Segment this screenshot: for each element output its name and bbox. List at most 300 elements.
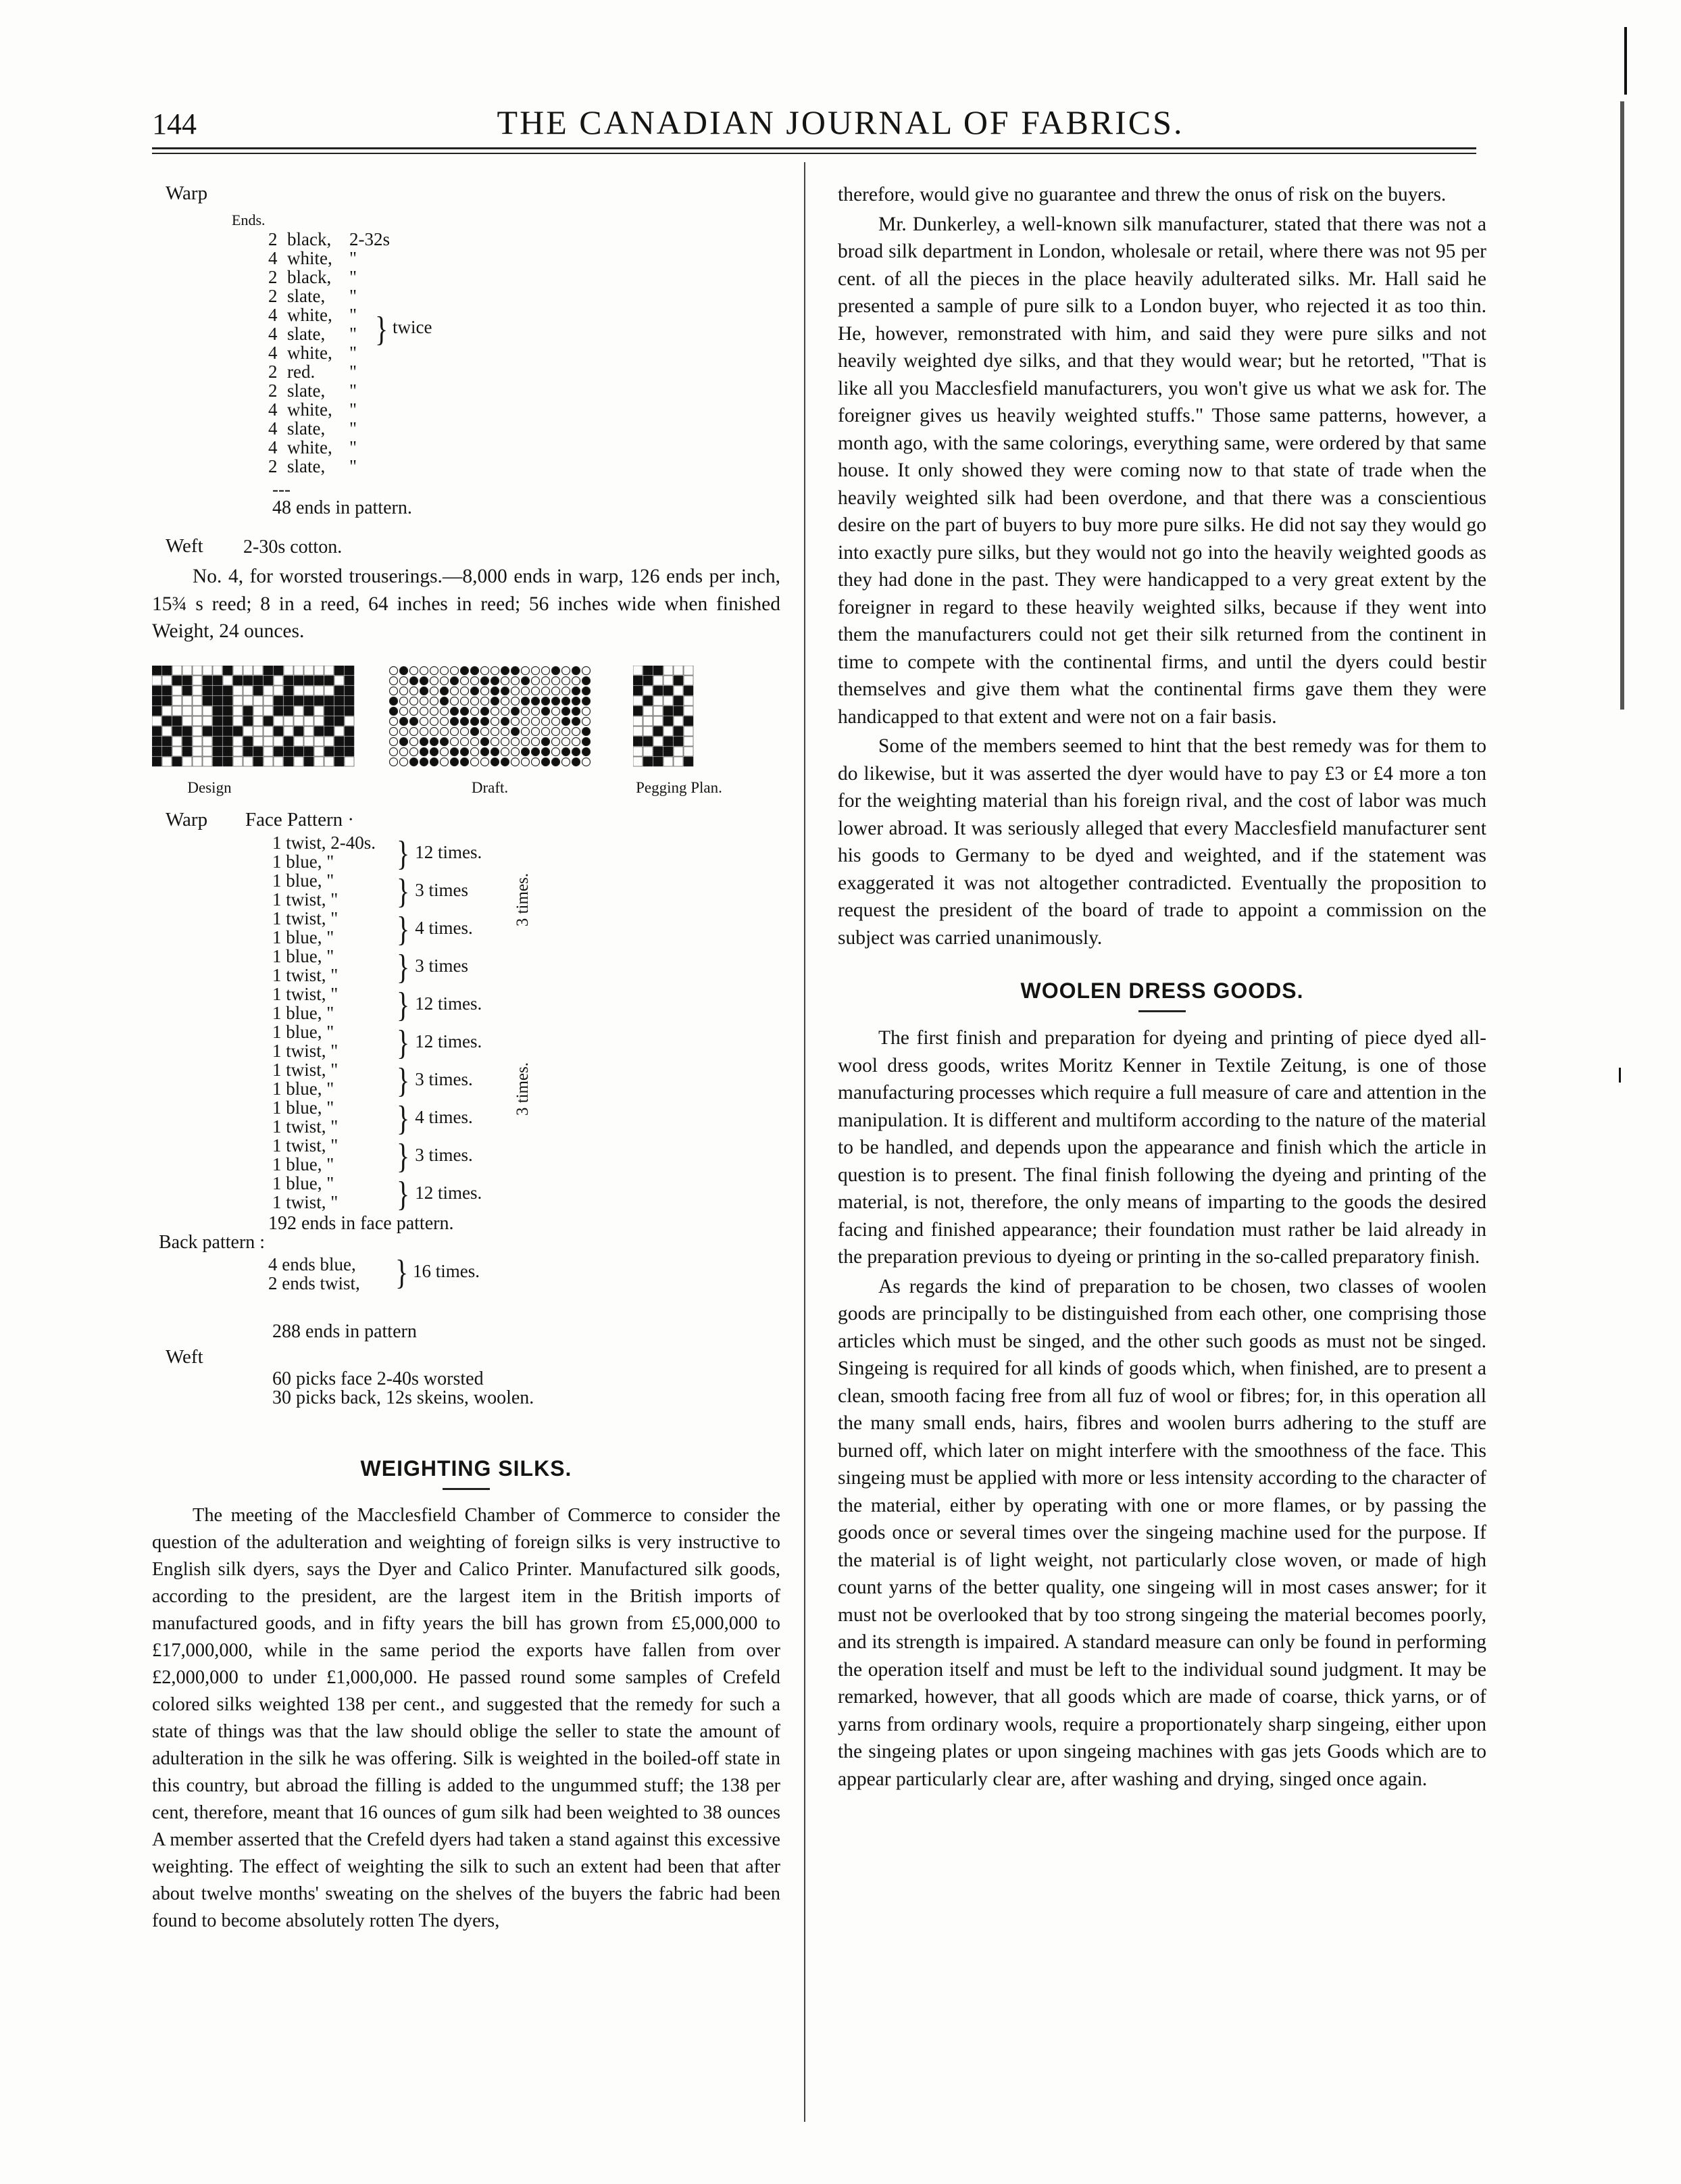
- design-cell: [223, 676, 232, 685]
- draft-cell: [451, 687, 459, 695]
- peg-cell: [684, 747, 693, 756]
- face-pattern-row: 1 blue, ": [272, 870, 334, 891]
- design-cell: [274, 737, 283, 746]
- design-cell: [193, 747, 202, 756]
- design-cell: [314, 666, 324, 675]
- design-cell: [223, 686, 232, 695]
- draft-cell: [501, 747, 509, 755]
- design-cell: [233, 666, 243, 675]
- peg-cell: [643, 716, 653, 726]
- peg-cell: [653, 666, 663, 675]
- brace-icon: }: [397, 985, 410, 1024]
- design-cell: [345, 676, 354, 685]
- peg-cell: [643, 696, 653, 705]
- end-yarn: 2-32s: [349, 229, 390, 249]
- face-pattern-list: [272, 833, 376, 1212]
- design-cell: [345, 686, 354, 695]
- design-cell: [324, 747, 334, 756]
- warp-end-row: [268, 343, 390, 362]
- design-cell: [243, 676, 253, 685]
- draft-cell: [511, 758, 520, 766]
- design-cell: [213, 696, 222, 705]
- design-cell: [334, 676, 344, 685]
- draft-cell: [532, 717, 540, 725]
- warp-end-row: [268, 400, 390, 419]
- weighting-heading: WEIGHTING SILKS.: [360, 1456, 572, 1481]
- draft-cell: [471, 707, 479, 715]
- design-cell: [294, 757, 303, 766]
- draft-cell: [522, 666, 530, 674]
- draft-cell: [471, 737, 479, 745]
- draft-cell: [420, 687, 428, 695]
- brace-icon: }: [397, 871, 410, 911]
- design-cell: [223, 737, 232, 746]
- draft-cell: [390, 717, 398, 725]
- design-cell: [304, 726, 313, 736]
- design-cell: [314, 747, 324, 756]
- end-yarn: ": [349, 456, 357, 476]
- peg-cell: [643, 757, 653, 766]
- peg-cell: [684, 737, 693, 746]
- design-cell: [193, 686, 202, 695]
- draft-cell: [481, 727, 489, 735]
- draft-cell: [562, 747, 570, 755]
- draft-cell: [522, 717, 530, 725]
- design-cell: [152, 706, 161, 716]
- page-number: 144: [152, 107, 197, 141]
- warp-end-row: [268, 438, 390, 457]
- face-pattern-row: 1 twist, ": [272, 889, 338, 910]
- warp-ends-list: [268, 230, 390, 476]
- design-cell: [243, 706, 253, 716]
- peg-cell: [674, 747, 683, 756]
- end-color: white,: [287, 248, 332, 268]
- design-cell: [162, 706, 172, 716]
- peg-cell: [633, 747, 643, 756]
- design-cell: [233, 706, 243, 716]
- peg-cell: [633, 726, 643, 736]
- peg-cell: [633, 737, 643, 746]
- draft-cell: [552, 737, 560, 745]
- draft-cell: [491, 707, 499, 715]
- design-cell: [304, 676, 313, 685]
- design-cell: [223, 747, 232, 756]
- draft-cell: [532, 727, 540, 735]
- peg-cell: [674, 666, 683, 675]
- draft-cell: [471, 727, 479, 735]
- design-cell: [274, 666, 283, 675]
- design-cell: [182, 686, 192, 695]
- draft-cell: [511, 747, 520, 755]
- draft-cell: [430, 687, 438, 695]
- draft-grid: [388, 666, 591, 774]
- brace-icon: }: [397, 1136, 410, 1176]
- draft-cell: [582, 666, 591, 674]
- draft-cell: [400, 676, 408, 685]
- weft-row: 30 picks back, 12s skeins, woolen.: [272, 1387, 534, 1408]
- design-cell: [213, 716, 222, 726]
- column-divider: [804, 162, 805, 2122]
- heading-rule: [1138, 1010, 1186, 1012]
- end-color: white,: [287, 437, 332, 457]
- brace-icon: }: [397, 1022, 410, 1062]
- back-pattern-list: [268, 1255, 360, 1293]
- pegging-plan-grid: [633, 666, 701, 774]
- draft-cell: [390, 666, 398, 674]
- design-cell: [172, 747, 182, 756]
- repeat-group: [397, 985, 482, 1022]
- peg-cell: [684, 666, 693, 675]
- face-pattern-row: 1 blue, ": [272, 1153, 334, 1174]
- draft-cell: [441, 697, 449, 705]
- design-cell: [345, 706, 354, 716]
- draft-cell: [532, 758, 540, 766]
- peg-cell: [653, 696, 663, 705]
- draft-cell: [410, 697, 418, 705]
- draft-cell: [441, 727, 449, 735]
- end-count: 4: [268, 248, 278, 268]
- draft-cell: [501, 676, 509, 685]
- end-yarn: ": [349, 362, 357, 382]
- design-cell: [264, 696, 273, 705]
- design-cell: [203, 726, 212, 736]
- design-cell: [182, 747, 192, 756]
- design-cell: [243, 666, 253, 675]
- draft-cell: [410, 727, 418, 735]
- draft-cell: [420, 676, 428, 685]
- design-cell: [264, 747, 273, 756]
- draft-cell: [542, 697, 550, 705]
- design-cell: [284, 716, 293, 726]
- design-cell: [334, 726, 344, 736]
- design-cell: [253, 757, 263, 766]
- ends-label: Ends.: [232, 212, 266, 228]
- end-count: 4: [268, 324, 278, 344]
- draft-cell: [461, 676, 469, 685]
- draft-cell: [400, 747, 408, 755]
- weft-label: Weft: [166, 535, 203, 557]
- draft-cell: [572, 707, 580, 715]
- draft-cell: [552, 727, 560, 735]
- design-cell: [182, 696, 192, 705]
- draft-cell: [451, 666, 459, 674]
- draft-cell: [441, 737, 449, 745]
- design-cell: [172, 676, 182, 685]
- draft-cell: [491, 666, 499, 674]
- draft-cell: [522, 727, 530, 735]
- draft-cell: [451, 758, 459, 766]
- weave-figures: [152, 666, 780, 801]
- design-cell: [253, 666, 263, 675]
- weft-value: 2-30s cotton.: [243, 537, 343, 557]
- draft-cell: [430, 697, 438, 705]
- peg-cell: [663, 676, 673, 685]
- weft-label-2: Weft: [166, 1345, 203, 1368]
- design-cell: [182, 726, 192, 736]
- design-cell: [345, 696, 354, 705]
- design-cell: [182, 666, 192, 675]
- design-cell: [172, 666, 182, 675]
- draft-cell: [532, 676, 540, 685]
- design-cell: [324, 686, 334, 695]
- end-yarn: ": [349, 305, 357, 325]
- design-cell: [253, 686, 263, 695]
- design-cell: [223, 696, 232, 705]
- design-cell: [213, 666, 222, 675]
- draft-cell: [552, 666, 560, 674]
- design-cell: [314, 706, 324, 716]
- draft-cell: [522, 707, 530, 715]
- peg-cell: [674, 737, 683, 746]
- design-cell: [324, 706, 334, 716]
- design-cell: [243, 686, 253, 695]
- design-cell: [193, 666, 202, 675]
- peg-cell: [674, 706, 683, 716]
- design-cell: [253, 676, 263, 685]
- peg-cell: [663, 696, 673, 705]
- design-cell: [284, 686, 293, 695]
- peg-cell: [684, 676, 693, 685]
- design-cell: [203, 747, 212, 756]
- peg-cell: [633, 706, 643, 716]
- peg-cell: [663, 706, 673, 716]
- weighting-paragraph-2: therefore, would give no guarantee and threw the onus of risk on the buyers.: [838, 184, 1447, 205]
- design-cell: [253, 716, 263, 726]
- design-cell: [304, 666, 313, 675]
- outer-times-2: 3 times.: [513, 1062, 532, 1116]
- draft-cell: [491, 717, 499, 725]
- repeat-count: 3 times: [415, 955, 468, 976]
- draft-cell: [491, 687, 499, 695]
- design-grid: [152, 666, 355, 774]
- end-color: red.: [287, 362, 316, 382]
- scan-mark: [1620, 101, 1624, 710]
- end-yarn: ": [349, 286, 357, 306]
- draft-cell: [451, 717, 459, 725]
- design-cell: [233, 676, 243, 685]
- draft-cell: [400, 758, 408, 766]
- draft-cell: [491, 697, 499, 705]
- draft-cell: [430, 717, 438, 725]
- end-color: slate,: [287, 456, 326, 476]
- draft-cell: [582, 737, 591, 745]
- draft-cell: [542, 666, 550, 674]
- draft-cell: [400, 666, 408, 674]
- design-cell: [284, 676, 293, 685]
- design-cell: [345, 666, 354, 675]
- repeat-count: 3 times.: [415, 1068, 473, 1089]
- peg-cell: [643, 726, 653, 736]
- draft-cell: [572, 747, 580, 755]
- draft-cell: [410, 687, 418, 695]
- repeat-count: 12 times.: [415, 1031, 482, 1051]
- peg-cell: [663, 737, 673, 746]
- back-times-group: [395, 1252, 480, 1292]
- face-pattern-label: Face Pattern ·: [245, 808, 355, 830]
- draft-cell: [420, 737, 428, 745]
- draft-cell: [562, 697, 570, 705]
- draft-cell: [582, 727, 591, 735]
- header-rule-lower: [152, 153, 1476, 154]
- end-yarn: ": [349, 418, 357, 439]
- peg-cell: [633, 696, 643, 705]
- draft-cell: [522, 697, 530, 705]
- draft-cell: [562, 687, 570, 695]
- design-cell: [162, 726, 172, 736]
- draft-cell: [522, 687, 530, 695]
- design-cell: [152, 726, 161, 736]
- draft-cell: [420, 727, 428, 735]
- back-pattern-label: Back pattern :: [159, 1231, 266, 1253]
- draft-cell: [572, 687, 580, 695]
- design-cell: [162, 696, 172, 705]
- draft-cell: [390, 727, 398, 735]
- warp-end-row: [268, 419, 390, 438]
- face-pattern-row: 1 blue, ": [272, 851, 334, 872]
- draft-cell: [400, 727, 408, 735]
- design-cell: [223, 757, 232, 766]
- draft-cell: [582, 687, 591, 695]
- design-cell: [284, 706, 293, 716]
- draft-cell: [420, 707, 428, 715]
- peg-cell: [643, 666, 653, 675]
- brace-icon: }: [397, 909, 410, 949]
- end-count: 4: [268, 418, 278, 439]
- design-cell: [172, 686, 182, 695]
- design-cell: [264, 757, 273, 766]
- draft-cell: [471, 666, 479, 674]
- draft-cell: [532, 747, 540, 755]
- design-cell: [274, 696, 283, 705]
- design-cell: [213, 737, 222, 746]
- design-cell: [193, 676, 202, 685]
- peg-cell: [684, 716, 693, 726]
- design-cell: [233, 726, 243, 736]
- design-cell: [284, 696, 293, 705]
- design-cell: [314, 696, 324, 705]
- peg-cell: [653, 686, 663, 695]
- draft-cell: [501, 758, 509, 766]
- design-cell: [213, 757, 222, 766]
- design-cell: [264, 737, 273, 746]
- draft-cell: [390, 707, 398, 715]
- repeat-group: [397, 1022, 482, 1060]
- peg-cell: [643, 676, 653, 685]
- warp-end-row: [268, 287, 390, 305]
- draft-cell: [471, 676, 479, 685]
- design-cell: [304, 757, 313, 766]
- draft-cell: [491, 737, 499, 745]
- draft-cell: [562, 737, 570, 745]
- trousering-paragraph: No. 4, for worsted trouserings.—8,000 ends in warp, 126 ends per inch, 15¾ s reed; 8 in a reed, 64 inches in reed; 56 inches wide when finished Weight, 24 ounces.: [152, 566, 780, 642]
- design-cell: [334, 747, 344, 756]
- design-cell: [182, 706, 192, 716]
- repeat-group: [397, 947, 482, 985]
- design-cell: [172, 737, 182, 746]
- draft-cell: [511, 687, 520, 695]
- peg-cell: [633, 716, 643, 726]
- end-count: 4: [268, 399, 278, 420]
- peg-cell: [653, 716, 663, 726]
- peg-cell: [643, 737, 653, 746]
- end-yarn: ": [349, 399, 357, 420]
- design-cell: [304, 737, 313, 746]
- draft-cell: [410, 707, 418, 715]
- design-cell: [274, 686, 283, 695]
- outer-times-1: 3 times.: [513, 872, 532, 926]
- end-yarn: ": [349, 324, 357, 344]
- face-pattern-row: 1 blue, ": [272, 1172, 334, 1193]
- design-cell: [223, 716, 232, 726]
- peg-cell: [643, 686, 653, 695]
- back-row: 2 ends twist,: [268, 1272, 360, 1293]
- design-cell: [334, 737, 344, 746]
- design-cell: [264, 716, 273, 726]
- design-cell: [213, 747, 222, 756]
- twice-group: [375, 308, 432, 349]
- design-cell: [284, 666, 293, 675]
- warp-end-row: [268, 362, 390, 381]
- design-cell: [182, 676, 192, 685]
- design-cell: [193, 706, 202, 716]
- repeat-group: [397, 1136, 482, 1174]
- pegging-caption: Pegging Plan.: [636, 778, 722, 796]
- end-color: black,: [287, 267, 332, 287]
- draft-cell: [400, 737, 408, 745]
- design-cell: [162, 757, 172, 766]
- repeat-group: [397, 1174, 482, 1212]
- draft-cell: [430, 737, 438, 745]
- draft-cell: [471, 687, 479, 695]
- draft-cell: [420, 747, 428, 755]
- design-cell: [284, 726, 293, 736]
- peg-cell: [653, 747, 663, 756]
- design-cell: [243, 737, 253, 746]
- draft-cell: [410, 666, 418, 674]
- design-cell: [304, 696, 313, 705]
- design-cell: [203, 706, 212, 716]
- weft-row: 60 picks face 2-40s worsted: [272, 1368, 484, 1389]
- draft-cell: [420, 758, 428, 766]
- draft-cell: [501, 687, 509, 695]
- warp-end-row: [268, 249, 390, 268]
- design-cell: [203, 686, 212, 695]
- draft-cell: [390, 697, 398, 705]
- peg-cell: [684, 726, 693, 736]
- draft-cell: [441, 687, 449, 695]
- spec-warp-2: [152, 809, 780, 1451]
- end-color: black,: [287, 229, 332, 249]
- draft-cell: [511, 676, 520, 685]
- draft-cell: [461, 747, 469, 755]
- design-cell: [213, 706, 222, 716]
- design-cell: [345, 737, 354, 746]
- draft-cell: [501, 707, 509, 715]
- draft-cell: [582, 707, 591, 715]
- design-cell: [294, 686, 303, 695]
- design-cell: [233, 747, 243, 756]
- design-cell: [314, 757, 324, 766]
- design-cell: [152, 686, 161, 695]
- draft-cell: [481, 697, 489, 705]
- face-pattern-row: 1 twist, ": [272, 1059, 338, 1080]
- design-cell: [345, 716, 354, 726]
- repeat-count: 12 times.: [415, 1182, 482, 1203]
- draft-cell: [511, 666, 520, 674]
- design-cell: [334, 696, 344, 705]
- design-cell: [253, 696, 263, 705]
- draft-cell: [522, 676, 530, 685]
